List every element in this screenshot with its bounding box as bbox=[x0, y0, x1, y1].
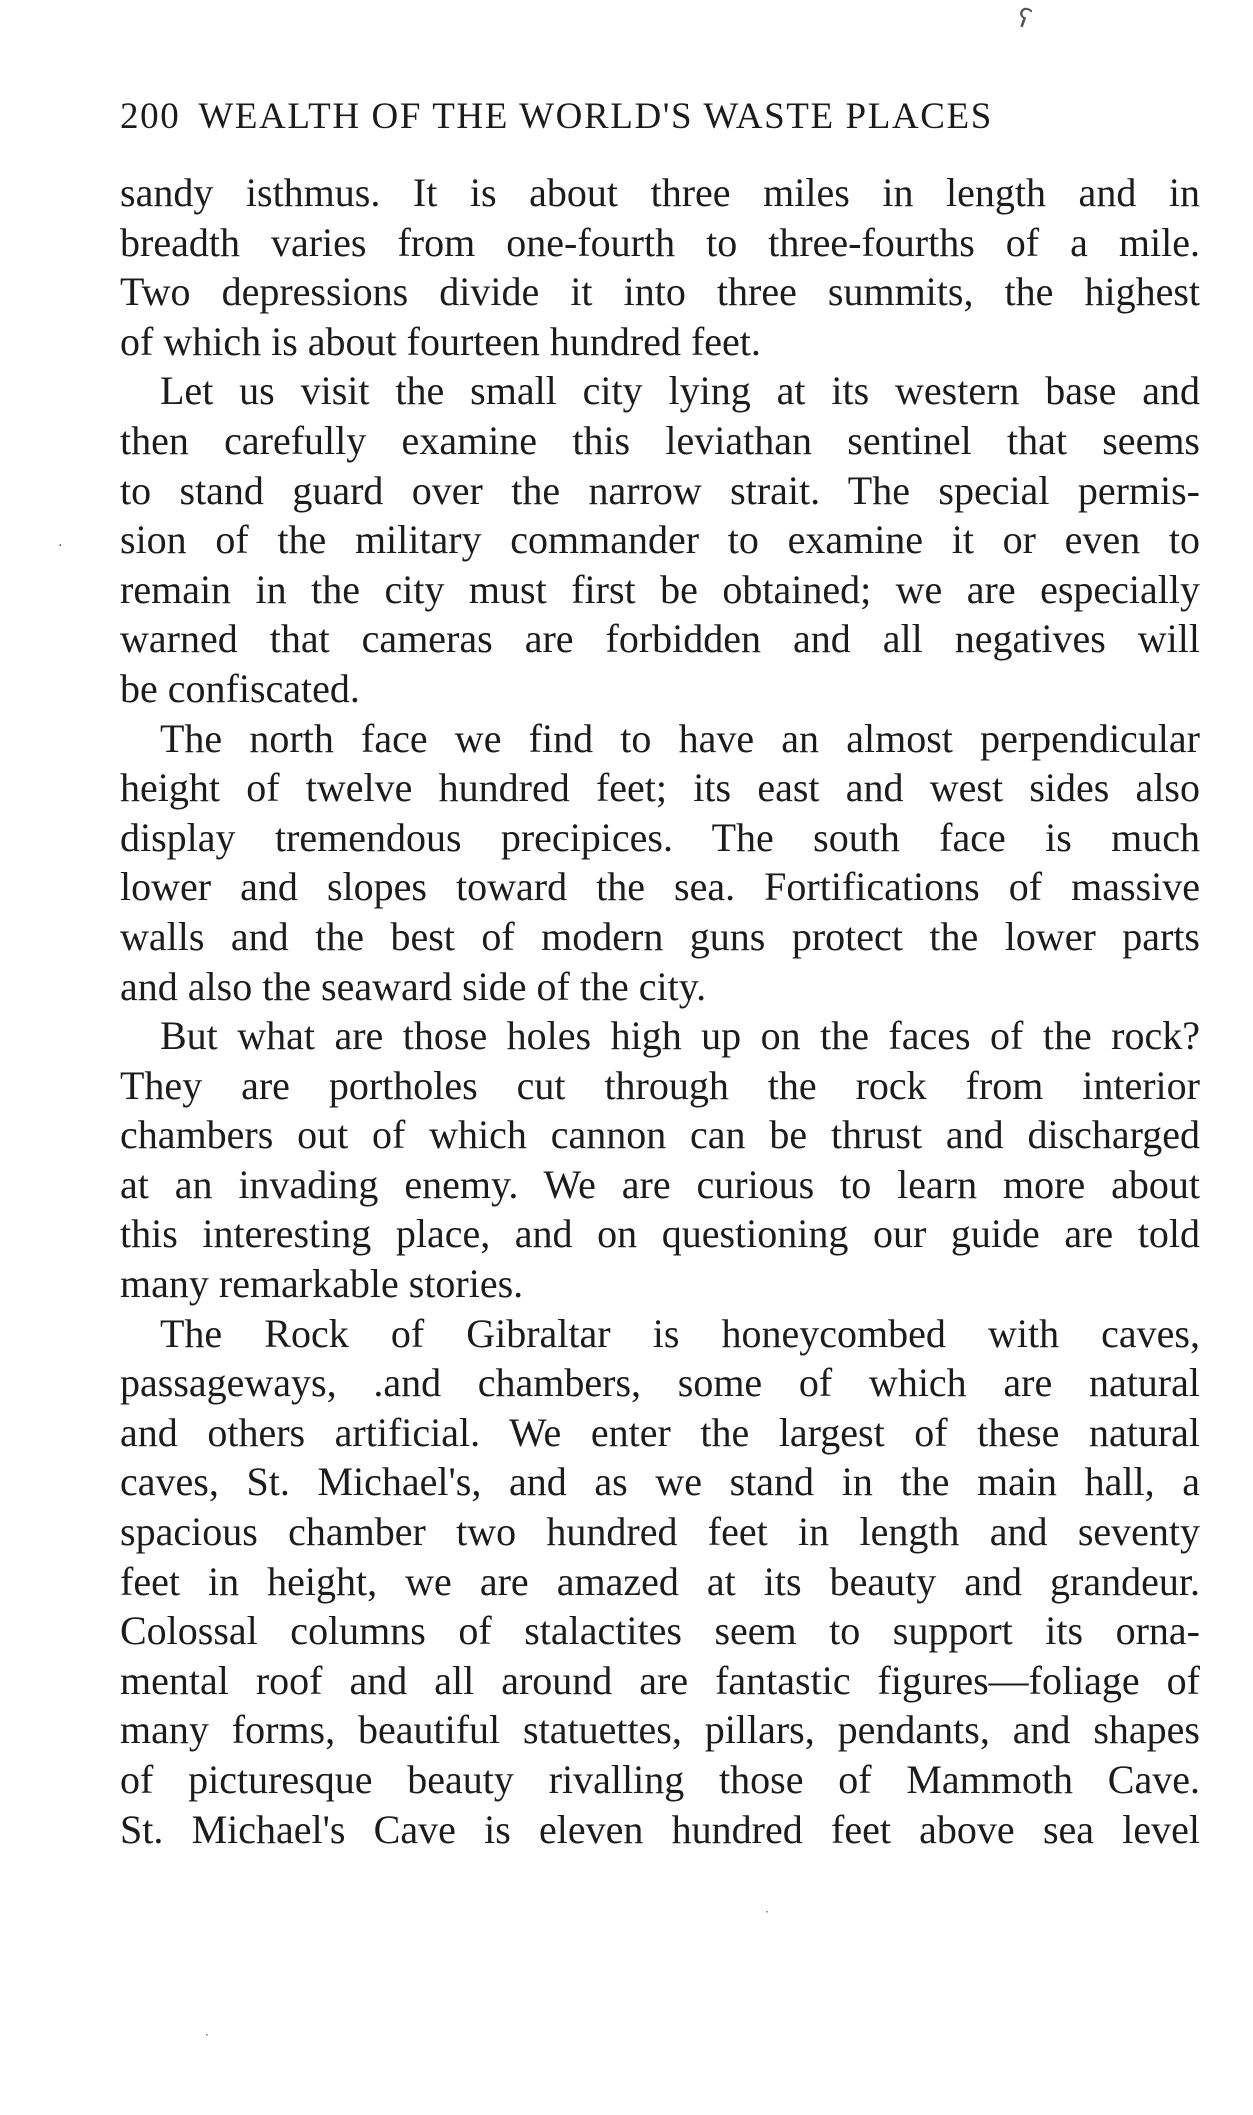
text-line: spacious chamber two hundred feet in length and seventy bbox=[120, 1509, 1200, 1555]
text-line: be confiscated. bbox=[120, 665, 360, 711]
text-line: many forms, beautiful statuettes, pillars, pendants, and shapes bbox=[120, 1707, 1200, 1753]
text-line: mental roof and all around are fantastic figures—foliage of bbox=[120, 1657, 1200, 1703]
text-line: breadth varies from one-fourth to three-fourths of a mile. bbox=[120, 219, 1200, 265]
text-line: this interesting place, and on questioning our guide are told bbox=[120, 1211, 1200, 1257]
text-line: St. Michael's Cave is eleven hundred feet above sea level bbox=[120, 1806, 1200, 1852]
running-title: WEALTH OF THE WORLD'S WASTE PLACES bbox=[198, 96, 993, 137]
text-line: Colossal columns of stalactites seem to support its orna- bbox=[120, 1608, 1200, 1654]
text-line: sion of the military commander to examine it or even to bbox=[120, 517, 1200, 563]
text-line: The north face we find to have an almost perpendicular bbox=[160, 715, 1200, 761]
text-line: and others artificial. We enter the largest of these natural bbox=[120, 1409, 1200, 1455]
text-line: But what are those holes high up on the faces of the rock? bbox=[160, 1013, 1200, 1059]
text-line: to stand guard over the narrow strait. The special permis- bbox=[120, 467, 1200, 513]
text-line: warned that cameras are forbidden and all negatives will bbox=[120, 616, 1200, 662]
page-number: 200 bbox=[120, 96, 181, 137]
text-line: lower and slopes toward the sea. Fortifications of massive bbox=[120, 864, 1200, 910]
text-line: passageways, .and chambers, some of which are natural bbox=[120, 1360, 1200, 1406]
text-line: many remarkable stories. bbox=[120, 1261, 524, 1307]
text-line: sandy isthmus. It is about three miles in length and in bbox=[120, 170, 1200, 215]
paragraph bbox=[120, 168, 1200, 366]
text-line: Two depressions divide it into three summits, the highest bbox=[120, 269, 1200, 315]
margin-speck: ʕ bbox=[1012, 2, 1036, 36]
margin-dot: · bbox=[765, 1905, 769, 1919]
margin-dot: · bbox=[58, 538, 63, 554]
text-line: chambers out of which cannon can be thrust and discharged bbox=[120, 1112, 1200, 1158]
text-line: caves, St. Michael's, and as we stand in the main hall, a bbox=[120, 1459, 1200, 1505]
text-line: walls and the best of modern guns protect the lower parts bbox=[120, 913, 1200, 959]
text-line: display tremendous precipices. The south face is much bbox=[120, 814, 1200, 860]
text-line: remain in the city must first be obtained; we are especially bbox=[120, 566, 1200, 612]
text-line: Let us visit the small city lying at its western base and bbox=[160, 368, 1200, 414]
text-line: and also the seaward side of the city. bbox=[120, 963, 707, 1009]
paragraph bbox=[120, 1011, 1200, 1309]
running-header bbox=[120, 92, 1120, 142]
text-line: of which is about fourteen hundred feet. bbox=[120, 318, 761, 364]
text-line: at an invading enemy. We are curious to learn more about bbox=[120, 1161, 1200, 1207]
text-line: feet in height, we are amazed at its beauty and grandeur. bbox=[120, 1558, 1200, 1604]
text-line: The Rock of Gibraltar is honeycombed with caves, bbox=[160, 1310, 1200, 1356]
text-line: then carefully examine this leviathan sentinel that seems bbox=[120, 417, 1200, 463]
body-text bbox=[120, 168, 1200, 1854]
paragraph bbox=[120, 1309, 1200, 1855]
paragraph bbox=[120, 714, 1200, 1012]
margin-dot: · bbox=[205, 2028, 209, 2042]
text-line: of picturesque beauty rivalling those of Mammoth Cave. bbox=[120, 1757, 1200, 1802]
text-line: height of twelve hundred feet; its east and west sides also bbox=[120, 765, 1200, 811]
text-line: They are portholes cut through the rock from interior bbox=[120, 1062, 1200, 1108]
paragraph bbox=[120, 366, 1200, 713]
